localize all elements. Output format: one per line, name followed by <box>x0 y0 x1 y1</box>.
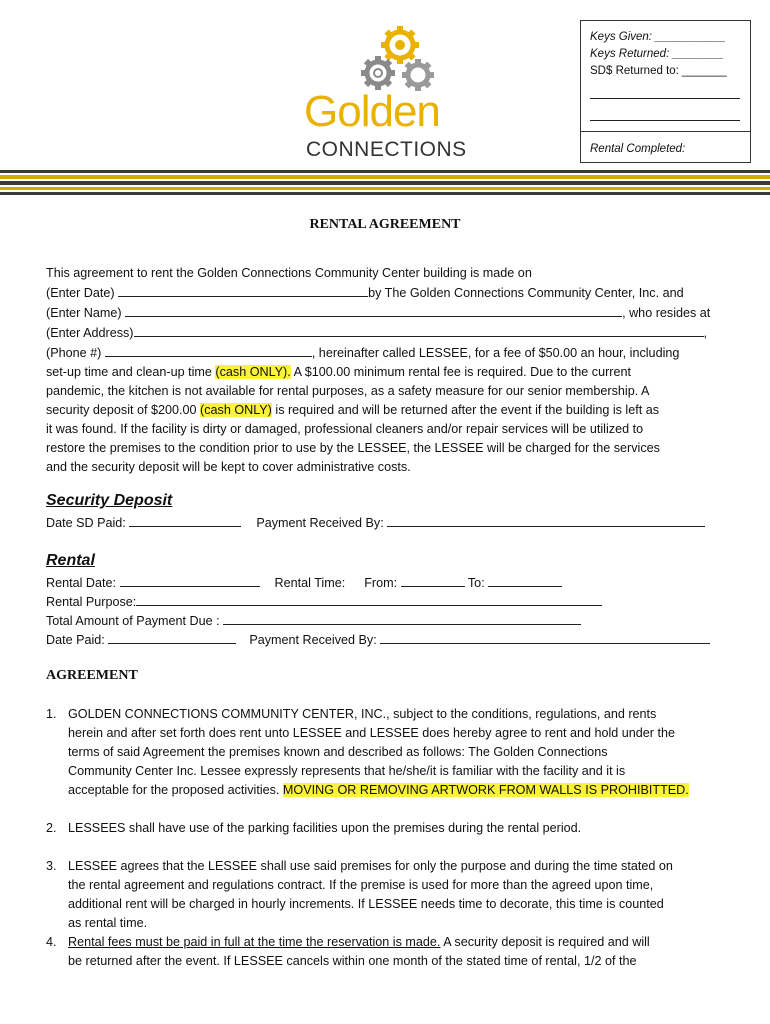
item-text: be returned after the event. If LESSEE cancels within one month of the stated time of rental, 1/2 of the <box>68 954 637 968</box>
intro-text: , <box>703 326 707 340</box>
item-text: herein and after set forth does rent unto LESSEE and LESSEE does hereby agree to rent and hold under the <box>68 726 676 740</box>
security-deposit-heading: Security Deposit <box>46 492 173 509</box>
stripe-dark <box>0 192 770 195</box>
item-text: LESSEES shall have use of the parking facilities upon the premises during the rental period. <box>68 821 582 835</box>
item-text: GOLDEN CONNECTIONS COMMUNITY CENTER, INC., subject to the conditions, regulations, and rents <box>68 707 657 721</box>
intro-text: security deposit of $200.00 <box>46 403 201 417</box>
rental-date-label: Rental Date: <box>46 576 117 590</box>
highlighted-text: (cash ONLY). <box>215 365 291 379</box>
logo-wordmark: Golden <box>304 87 440 136</box>
date-sd-paid-blank[interactable] <box>129 513 241 527</box>
date-sd-paid-label: Date SD Paid: <box>46 516 126 530</box>
intro-text: , who resides at <box>622 306 711 320</box>
sd-returned-field[interactable]: SD$ Returned to: _______ <box>590 65 727 77</box>
header-stripes <box>0 170 770 200</box>
agreement-heading: AGREEMENT <box>46 668 138 683</box>
blank-line[interactable] <box>590 120 740 121</box>
intro-text: by The Golden Connections Community Center, Inc. and <box>368 286 684 300</box>
total-due-row <box>46 611 581 631</box>
item-text: LESSEE agrees that the LESSEE shall use said premises for only the purpose and during the time stated on <box>68 859 673 873</box>
intro-paragraph <box>46 264 726 477</box>
enter-date-label: (Enter Date) <box>46 286 115 300</box>
from-label: From: <box>364 576 398 590</box>
item-number: 1. <box>46 707 57 721</box>
phone-label: (Phone #) <box>46 346 102 360</box>
intro-text: pandemic, the kitchen is not available for rental purposes, as a safety measure for our senior membership. A <box>46 384 650 398</box>
stripe-dark <box>0 181 770 185</box>
date-paid-label: Date Paid: <box>46 633 105 647</box>
payment-received-label: Payment Received By: <box>249 633 377 647</box>
total-due-blank[interactable] <box>223 611 581 625</box>
item-text: additional rent will be charged in hourly increments. If LESSEE needs time to decorate, this time is counted <box>68 897 664 911</box>
item-text: the rental agreement and regulations contract. If the premise is used for more than the agreed upon time, <box>68 878 654 892</box>
item-text: A security deposit is required and will <box>440 935 650 949</box>
item-text: terms of said Agreement the premises known and described as follows: The Golden Connections <box>68 745 608 759</box>
address-blank[interactable] <box>134 323 704 337</box>
keys-returned-field[interactable]: Keys Returned: ________ <box>590 48 724 60</box>
golden-connections-logo <box>300 25 475 165</box>
to-label: To: <box>467 576 485 590</box>
payment-received-blank[interactable] <box>380 630 710 644</box>
to-blank[interactable] <box>488 573 562 587</box>
rental-date-blank[interactable] <box>120 573 260 587</box>
item-number: 2. <box>46 821 57 835</box>
rental-purpose-row <box>46 592 602 612</box>
intro-text: A $100.00 minimum rental fee is required. Due to the current <box>290 365 631 379</box>
rental-heading: Rental <box>46 552 95 569</box>
date-paid-row <box>46 630 710 650</box>
rental-purpose-label: Rental Purpose: <box>46 595 137 609</box>
total-due-label: Total Amount of Payment Due : <box>46 614 220 628</box>
stripe-dark <box>0 170 770 173</box>
security-deposit-row <box>46 513 705 533</box>
from-blank[interactable] <box>401 573 465 587</box>
rental-time-label: Rental Time: <box>274 576 346 590</box>
box-divider <box>581 131 750 132</box>
logo-subtitle: CONNECTIONS <box>306 138 467 161</box>
date-blank[interactable] <box>118 283 368 297</box>
highlighted-text: MOVING OR REMOVING ARTWORK FROM WALLS IS PROHIBITTED. <box>282 783 689 797</box>
payment-received-blank[interactable] <box>387 513 705 527</box>
rental-completed-field[interactable]: Rental Completed: <box>590 143 686 155</box>
intro-text: it was found. If the facility is dirty or damaged, professional cleaners and/or repair services will be utilized to <box>46 422 644 436</box>
stripe-gold <box>0 175 770 179</box>
intro-text: This agreement to rent the Golden Connections Community Center building is made on <box>46 266 532 280</box>
date-paid-blank[interactable] <box>108 630 236 644</box>
item-text-underlined: Rental fees must be paid in full at the time the reservation is made. <box>68 935 441 949</box>
item-number: 4. <box>46 935 57 949</box>
item-text: acceptable for the proposed activities. <box>68 783 283 797</box>
item-number: 3. <box>46 859 57 873</box>
intro-text: set-up time and clean-up time <box>46 365 216 379</box>
enter-address-label: (Enter Address) <box>46 326 134 340</box>
gears-icon <box>300 25 475 95</box>
intro-text: restore the premises to the condition prior to use by the LESSEE, the LESSEE will be charged for the services <box>46 441 660 455</box>
enter-name-label: (Enter Name) <box>46 306 122 320</box>
phone-blank[interactable] <box>105 343 312 357</box>
intro-text: and the security deposit will be kept to cover administrative costs. <box>46 460 411 474</box>
blank-line[interactable] <box>590 98 740 99</box>
item-text: as rental time. <box>68 916 148 930</box>
office-use-box <box>580 20 751 163</box>
rental-purpose-blank[interactable] <box>136 592 602 606</box>
item-text: Community Center Inc. Lessee expressly represents that he/she/it is familiar with the facility and it is <box>68 764 626 778</box>
intro-text: , hereinafter called LESSEE, for a fee of $50.00 an hour, including <box>311 346 680 360</box>
document-title: RENTAL AGREEMENT <box>309 217 461 232</box>
payment-received-label: Payment Received By: <box>256 516 384 530</box>
rental-date-row <box>46 573 562 593</box>
keys-given-field[interactable]: Keys Given: ___________ <box>590 31 726 43</box>
name-blank[interactable] <box>125 303 622 317</box>
stripe-gold <box>0 187 770 190</box>
highlighted-text: (cash ONLY) <box>200 403 272 417</box>
intro-text: is required and will be returned after the event if the building is left as <box>271 403 660 417</box>
